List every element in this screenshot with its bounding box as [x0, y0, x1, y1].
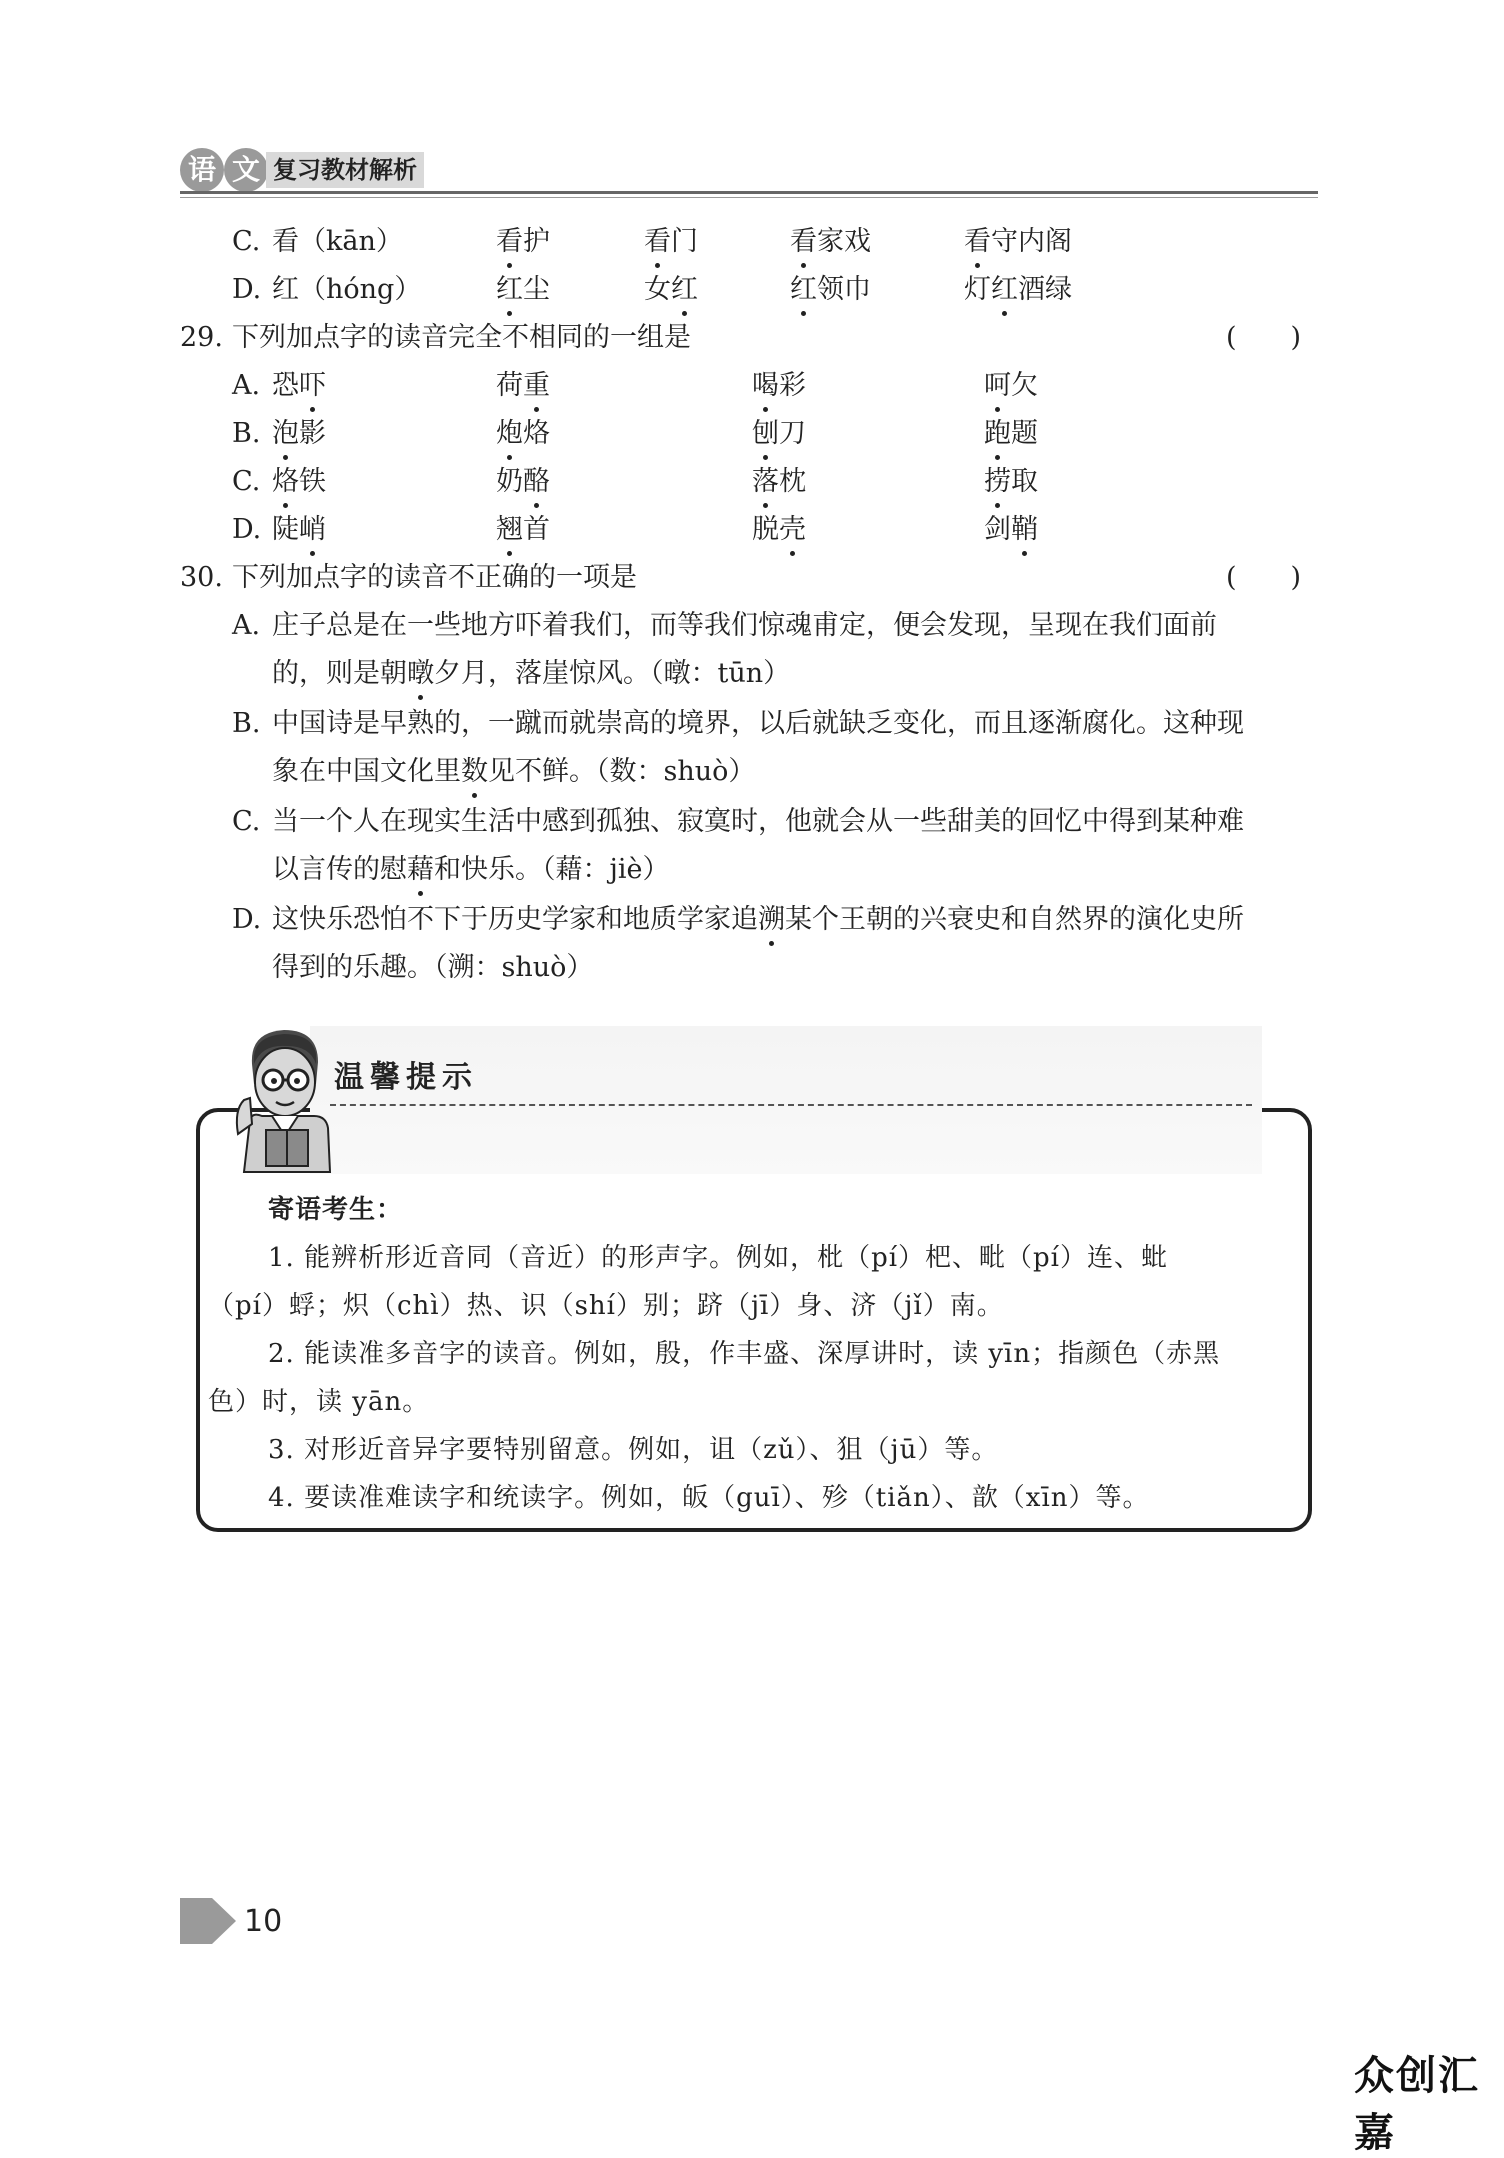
q28-c-word-1-post: 护 [523, 226, 550, 257]
tip-line-3: 2. 能读准多音字的读音。例如，殷，作丰盛、深厚讲时，读 yīn；指颜色（赤黑 [268, 1339, 1221, 1369]
q28-option-d-label: D. [232, 274, 262, 305]
q29-d-word-3-pre: 脱 [752, 514, 779, 545]
q30-b-text-a: 象在中国文化里 [272, 756, 461, 787]
tip-title: 温馨提示 [334, 1060, 478, 1095]
q29-c-word-2 [496, 462, 550, 502]
q30-a-text-a: 的，则是朝 [272, 658, 407, 689]
q29-d-word-3 [752, 510, 806, 550]
q28-d-word-4-post: 酒绿 [1018, 274, 1072, 305]
q29-b-word-2-post: 烙 [523, 418, 550, 449]
q29-a-word-3 [752, 366, 806, 406]
q29-b-word-3-post: 刀 [779, 418, 806, 449]
q29-b-word-1-dotted-char: 泡 [272, 414, 299, 454]
q28-d-word-2-pre: 女 [644, 274, 671, 305]
q29-b-word-1-post: 影 [299, 418, 326, 449]
q28-d-word-4 [964, 270, 1072, 310]
q30-number: 30. [180, 562, 223, 593]
q30-option-d-line2: 得到的乐趣。（溯：shuò） [272, 952, 594, 983]
q28-d-word-4-dotted-char: 红 [991, 270, 1018, 310]
q28-d-word-4-pre: 灯 [964, 274, 991, 305]
q30-c-dotted-char: 藉 [407, 850, 434, 890]
q29-c-word-1-post: 铁 [299, 466, 326, 497]
q29-number: 29. [180, 322, 223, 353]
q29-d-word-2 [496, 510, 550, 550]
q30-option-b-line2 [272, 752, 755, 792]
q30-option-c-label: C. [232, 806, 261, 837]
q30-d-text-a: 这快乐恐怕不下于历史学家和地质学家追 [272, 904, 758, 935]
q28-c-word-3-dotted-char: 看 [790, 222, 817, 262]
q29-c-word-3-post: 枕 [779, 466, 806, 497]
q28-d-word-2-dotted-char: 红 [671, 270, 698, 310]
q29-a-word-2-pre: 荷 [496, 370, 523, 401]
q29-d-word-4-pre: 剑 [984, 514, 1011, 545]
q29-a-word-2 [496, 366, 550, 406]
q29-c-word-4 [984, 462, 1038, 502]
q29-a-word-1-pre: 恐 [272, 370, 299, 401]
q28-d-word-2 [644, 270, 698, 310]
q28-option-d-head: 红（hóng） [272, 274, 422, 305]
q30-option-b-line1: 中国诗是早熟的，一蹴而就崇高的境界，以后就缺乏变化，而且逐渐腐化。这种现 [272, 708, 1244, 739]
page-number: 10 [244, 1904, 283, 1939]
q30-option-d-line1 [272, 900, 1244, 940]
subject-badge-left: 语 [180, 148, 224, 192]
q29-d-word-1 [272, 510, 326, 550]
q30-c-text-b: 和快乐。（藉：jiè） [434, 854, 670, 885]
q30-option-a-line1: 庄子总是在一些地方吓着我们，而等我们惊魂甫定，便会发现，呈现在我们面前 [272, 610, 1217, 641]
q28-c-word-2-post: 门 [671, 226, 698, 257]
header-rule [180, 191, 1318, 194]
q29-a-word-4-post: 欠 [1011, 370, 1038, 401]
subject-badge-right: 文 [224, 148, 268, 192]
q30-stem: 下列加点字的读音不正确的一项是 [232, 562, 637, 593]
q28-c-word-4-dotted-char: 看 [964, 222, 991, 262]
q29-b-word-3 [752, 414, 806, 454]
q29-answer-paren: ( ) [1226, 322, 1302, 353]
q29-c-word-2-dotted-char: 酪 [523, 462, 550, 502]
q29-a-word-4-dotted-char: 呵 [984, 366, 1011, 406]
q29-a-word-3-dotted-char: 喝 [752, 366, 779, 406]
q28-c-word-4-post: 守内阁 [991, 226, 1072, 257]
teacher-reading-icon [232, 1024, 342, 1174]
watermark: 众创汇嘉 [1354, 2053, 1480, 2156]
page-arrow-icon [180, 1898, 236, 1944]
q29-d-word-3-dotted-char: 壳 [779, 510, 806, 550]
q29-option-d-label: D. [232, 514, 262, 545]
q30-option-c-line2 [272, 850, 670, 890]
q29-d-word-1-dotted-char: 峭 [299, 510, 326, 550]
q29-a-word-2-dotted-char: 重 [523, 366, 550, 406]
tip-header-band [310, 1026, 1262, 1174]
q29-d-word-2-dotted-char: 翘 [496, 510, 523, 550]
q29-a-word-1 [272, 366, 326, 406]
q29-a-word-1-dotted-char: 吓 [299, 366, 326, 406]
q28-c-word-3-post: 家戏 [817, 226, 871, 257]
q28-c-word-2-dotted-char: 看 [644, 222, 671, 262]
header-rule-thin [180, 197, 1318, 198]
q28-d-word-3 [790, 270, 871, 310]
q28-option-c-label: C. [232, 226, 261, 257]
q29-stem: 下列加点字的读音完全不相同的一组是 [232, 322, 691, 353]
q29-c-word-1-dotted-char: 烙 [272, 462, 299, 502]
q29-b-word-4-post: 题 [1011, 418, 1038, 449]
q29-c-word-3-dotted-char: 落 [752, 462, 779, 502]
q28-c-word-1 [496, 222, 550, 262]
q29-option-c-label: C. [232, 466, 261, 497]
q30-a-dotted-char: 暾 [407, 654, 434, 694]
q30-d-dotted-char: 溯 [758, 900, 785, 940]
q29-b-word-1 [272, 414, 326, 454]
q30-a-text-b: 夕月，落崖惊风。（暾：tūn） [434, 658, 791, 689]
q28-c-word-4 [964, 222, 1072, 262]
q29-option-a-label: A. [232, 370, 261, 401]
tip-line-5: 3. 对形近音异字要特别留意。例如，诅（zǔ）、狙（jū）等。 [268, 1435, 999, 1465]
q29-a-word-4 [984, 366, 1038, 406]
q30-answer-paren: ( ) [1226, 562, 1302, 593]
q28-option-c-head: 看（kān） [272, 226, 403, 257]
q29-a-word-3-post: 彩 [779, 370, 806, 401]
q28-d-word-1-post: 尘 [523, 274, 550, 305]
tip-line-2: （pí）蜉；炽（chì）热、识（shí）别；跻（jī）身、济（jǐ）南。 [208, 1291, 1004, 1321]
q28-d-word-1 [496, 270, 550, 310]
q28-d-word-3-post: 领巾 [817, 274, 871, 305]
q29-d-word-4 [984, 510, 1038, 550]
q30-option-c-line1: 当一个人在现实生活中感到孤独、寂寞时，他就会从一些甜美的回忆中得到某种难 [272, 806, 1244, 837]
tip-divider [330, 1104, 1252, 1106]
q29-c-word-4-dotted-char: 捞 [984, 462, 1011, 502]
q29-b-word-2 [496, 414, 550, 454]
q29-d-word-4-dotted-char: 鞘 [1011, 510, 1038, 550]
q30-option-d-label: D. [232, 904, 262, 935]
q28-c-word-3 [790, 222, 871, 262]
q28-d-word-1-dotted-char: 红 [496, 270, 523, 310]
q30-option-a-label: A. [232, 610, 261, 641]
tip-line-4: 色）时，读 yān。 [208, 1387, 430, 1417]
tip-line-1: 1. 能辨析形近音同（音近）的形声字。例如，枇（pí）杷、毗（pí）连、蚍 [268, 1243, 1168, 1273]
q30-c-text-a: 以言传的慰 [272, 854, 407, 885]
q28-d-word-3-dotted-char: 红 [790, 270, 817, 310]
q28-c-word-1-dotted-char: 看 [496, 222, 523, 262]
tip-heading: 寄语考生： [268, 1195, 404, 1225]
q29-b-word-4 [984, 414, 1038, 454]
book-title: 复习教材解析 [266, 152, 424, 188]
q29-c-word-4-post: 取 [1011, 466, 1038, 497]
q29-c-word-2-pre: 奶 [496, 466, 523, 497]
q30-option-a-line2 [272, 654, 790, 694]
q29-b-word-2-dotted-char: 炮 [496, 414, 523, 454]
q30-b-text-b: 见不鲜。（数：shuò） [488, 756, 756, 787]
tip-line-6: 4. 要读准难读字和统读字。例如，皈（guī）、殄（tiǎn）、歆（xīn）等。 [268, 1483, 1150, 1513]
q29-d-word-2-post: 首 [523, 514, 550, 545]
q29-b-word-4-dotted-char: 跑 [984, 414, 1011, 454]
q29-b-word-3-dotted-char: 刨 [752, 414, 779, 454]
q30-d-text-b: 某个王朝的兴衰史和自然界的演化史所 [785, 904, 1244, 935]
q29-option-b-label: B. [232, 418, 261, 449]
q30-option-b-label: B. [232, 708, 261, 739]
q29-d-word-1-pre: 陡 [272, 514, 299, 545]
q29-c-word-3 [752, 462, 806, 502]
q29-c-word-1 [272, 462, 326, 502]
q28-c-word-2 [644, 222, 698, 262]
q30-b-dotted-char: 数 [461, 752, 488, 792]
